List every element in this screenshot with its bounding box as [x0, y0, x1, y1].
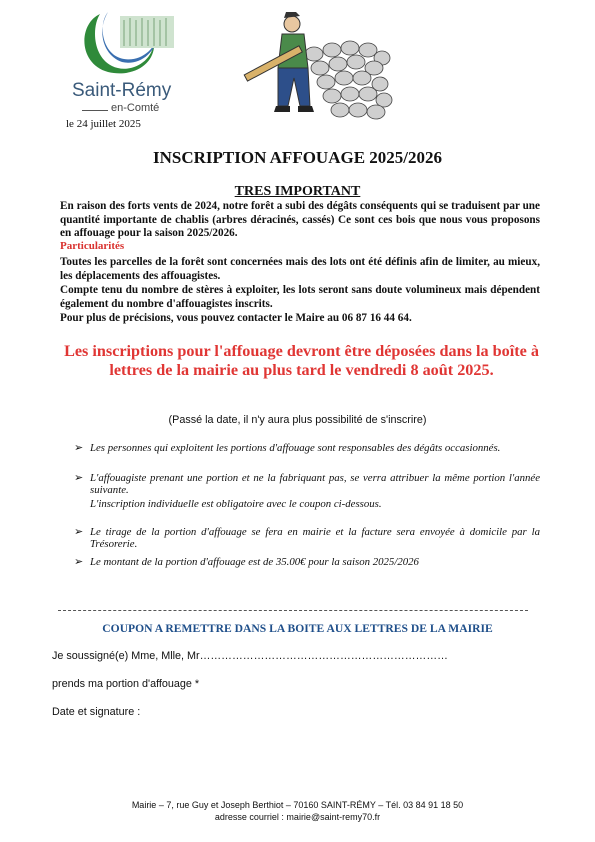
footer-address: Mairie – 7, rue Guy et Joseph Berthiot – 70160 SAINT-RÉMY – Tél. 03 84 91 18 50 [131, 800, 464, 810]
arrow-bullet-icon: ➢ [74, 526, 84, 538]
list-item [74, 498, 540, 512]
bullet-text: Le montant de la portion d'affouage est de 35.00€ pour la saison 2025/2026 [90, 556, 419, 568]
arrow-bullet-icon: ➢ [74, 472, 84, 484]
contact-paragraph: Pour plus de précisions, vous pouvez contacter le Maire au 06 87 16 44 64. [60, 312, 412, 324]
cut-line [58, 610, 528, 611]
parcels-paragraph: Toutes les parcelles de la forêt sont concernées mais des lots ont été définis afin de limiter, au mieux, les déplacements des affouagistes. [60, 256, 540, 282]
document-date: le 24 juillet 2025 [66, 118, 141, 130]
deadline-note: (Passé la date, il n'y aura plus possibilité de s'inscrire) [168, 414, 427, 426]
list-item [74, 472, 540, 498]
list-item [74, 526, 540, 552]
logo-town-name: Saint-Rémy [72, 80, 172, 101]
bullet-text: L'inscription individuelle est obligatoire avec le coupon ci-dessous. [90, 498, 382, 510]
particularites-label: Particularités [60, 240, 125, 252]
coupon-heading: COUPON A REMETTRE DANS LA BOITE AUX LETTRES DE LA MAIRIE [102, 622, 493, 635]
woodpile-illustration [236, 6, 396, 122]
deadline-notice: Les inscriptions pour l'affouage devront être déposées dans la boîte à lettres de la mairie au plus tard le vendredi 8 août 2025. [64, 342, 539, 379]
logo-divider [82, 110, 108, 111]
footer-email: adresse courriel : mairie@saint-remy70.fr [214, 812, 381, 822]
list-item [74, 556, 540, 570]
list-item [74, 442, 540, 468]
arrow-bullet-icon: ➢ [74, 442, 84, 454]
name-field[interactable]: Je soussigné(e) Mme, Mlle, Mr…………………………………………………………… [52, 650, 448, 662]
arrow-bullet-icon: ➢ [74, 556, 84, 568]
important-heading: TRES IMPORTANT [234, 184, 361, 199]
intro-paragraph: En raison des forts vents de 2024, notre forêt a subi des dégâts conséquents qui se traduisent par une quantité importante de chablis (arbres déracinés, cassés) Ce sont ces bois que nous vous proposons en affouage pour la saison 2025/2026. [60, 200, 540, 239]
bullet-text: L'affouagiste prenant une portion et ne la fabriquant pas, se verra attribuer la même portion l'année suivante. [90, 472, 540, 496]
bullet-text: Le tirage de la portion d'affouage se fera en mairie et la facture sera envoyée à domicile par la Trésorerie. [90, 526, 540, 550]
bullet-text: Les personnes qui exploitent les portions d'affouage sont responsables des dégâts occasionnés. [90, 442, 501, 454]
document-title: INSCRIPTION AFFOUAGE 2025/2026 [152, 148, 443, 167]
lots-paragraph: Compte tenu du nombre de stères à exploiter, les lots seront sans doute volumineux mais dépendent également du nombre d'affouagistes inscrits. [60, 284, 540, 310]
logo-town-subtitle: en-Comté [111, 102, 160, 114]
date-signature-field[interactable]: Date et signature : [52, 706, 141, 718]
portion-field[interactable]: prends ma portion d'affouage * [52, 678, 200, 690]
